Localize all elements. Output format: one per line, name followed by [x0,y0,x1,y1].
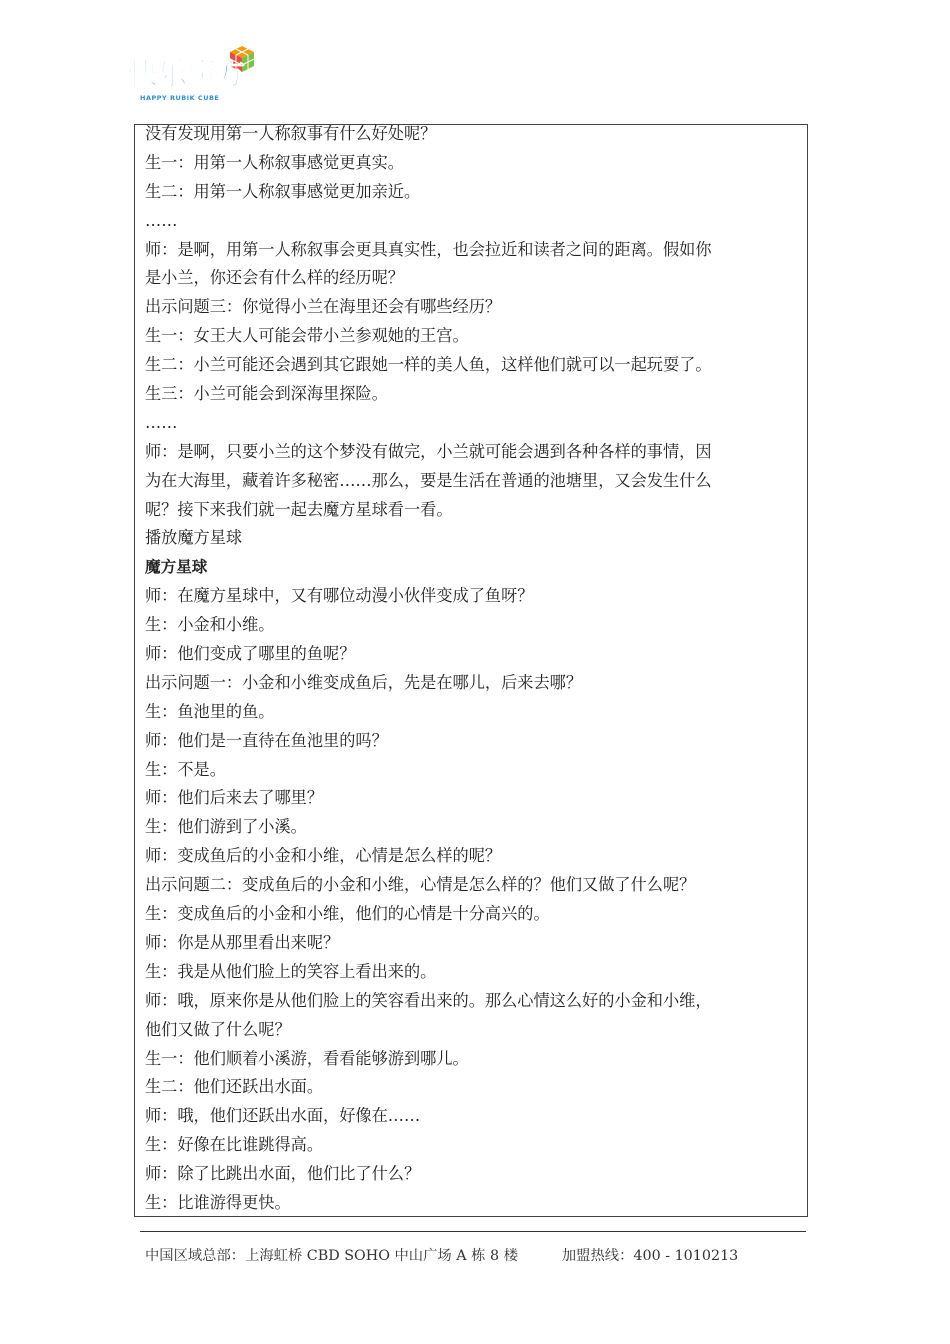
transcript-line: 没有发现用第一人称叙事有什么好处呢？ [145,124,437,143]
transcript-line: 师：你是从那里看出来呢？ [145,932,340,952]
transcript-line: 生三：小兰可能会到深海里探险。 [145,384,388,404]
page-footer [145,1245,738,1265]
transcript-line: …… [145,210,178,230]
transcript-line: 师：他们是一直待在鱼池里的吗？ [145,730,388,750]
transcript-line: 生：鱼池里的鱼。 [145,701,275,721]
logo-wordmark: 快乐魔方 [128,57,244,92]
transcript-line: 出示问题一：小金和小维变成鱼后，先是在哪儿，后来去哪？ [145,672,583,692]
transcript-line: 生一：用第一人称叙事感觉更真实。 [145,152,404,172]
transcript-line: 是小兰，你还会有什么样的经历呢？ [145,268,404,288]
transcript-line: 师：变成鱼后的小金和小维，心情是怎么样的呢？ [145,846,502,866]
transcript-line: 出示问题三：你觉得小兰在海里还会有哪些经历？ [145,297,502,317]
transcript-line: 师：是啊，只要小兰的这个梦没有做完，小兰就可能会遇到各种各样的事情，因 [145,441,712,461]
transcript-line: 师：是啊，用第一人称叙事会更具真实性，也会拉近和读者之间的距离。假如你 [145,239,712,259]
transcript-line: 师：哦，他们还跃出水面，好像在…… [145,1106,421,1126]
transcript-line: 生：我是从他们脸上的笑容上看出来的。 [145,961,437,981]
transcript-line: 生二：用第一人称叙事感觉更加亲近。 [145,181,421,201]
transcript-line: 生二：小兰可能还会遇到其它跟她一样的美人鱼，这样他们就可以一起玩耍了。 [145,355,712,375]
transcript-line: 师：除了比跳出水面，他们比了什么？ [145,1164,421,1184]
lesson-transcript [145,120,807,1218]
transcript-line: 他们又做了什么呢？ [145,1019,291,1039]
transcript-line: 师：他们后来去了哪里？ [145,788,324,808]
transcript-line: 师：哦，原来你是从他们脸上的笑容看出来的。那么心情这么好的小金和小维， [145,990,712,1010]
transcript-line: 师：在魔方星球中，又有哪位动漫小伙伴变成了鱼呀？ [145,586,534,606]
happy-rubik-cube-logo [126,42,258,104]
transcript-line: 生：比谁游得更快。 [145,1192,291,1212]
transcript-line: 生一：他们顺着小溪游，看看能够游到哪儿。 [145,1048,469,1068]
transcript-line: 生二：他们还跃出水面。 [145,1077,324,1097]
transcript-line: 生：不是。 [145,759,226,779]
transcript-line: 出示问题二：变成鱼后的小金和小维，心情是怎么样的？他们又做了什么呢？ [145,875,696,895]
transcript-line: 生：他们游到了小溪。 [145,817,307,837]
transcript-line: 播放魔方星球 [145,528,243,548]
transcript-line: 生：变成鱼后的小金和小维，他们的心情是十分高兴的。 [145,904,550,924]
section-heading: 魔方星球 [145,558,208,577]
transcript-line: 师：他们变成了哪里的鱼呢？ [145,644,356,664]
transcript-line: 生：好像在比谁跳得高。 [145,1135,324,1155]
footer-divider [140,1231,806,1232]
logo-subtitle: HAPPY RUBIK CUBE [140,94,220,102]
transcript-line: 为在大海里，藏着许多秘密……那么，要是生活在普通的池塘里，又会发生什么 [145,470,712,490]
transcript-line: 呢？接下来我们就一起去魔方星球看一看。 [145,499,453,519]
transcript-line: 生：小金和小维。 [145,615,275,635]
footer-address: 中国区域总部：上海虹桥 CBD SOHO 中山广场 A 栋 8 楼 [145,1248,518,1264]
transcript-line: …… [145,412,178,432]
transcript-line: 生一：女王大人可能会带小兰参观她的王宫。 [145,326,469,346]
footer-hotline: 加盟热线：400 - 1010213 [561,1248,739,1264]
